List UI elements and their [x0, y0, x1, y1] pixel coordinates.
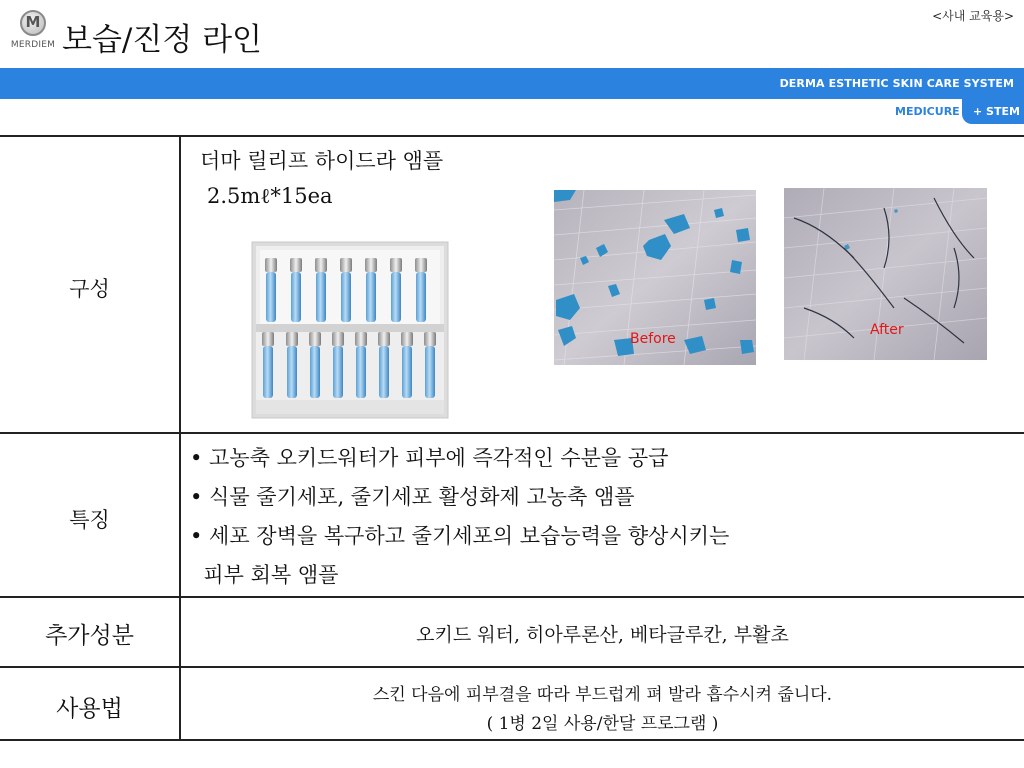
- table-divider: [0, 596, 1024, 598]
- after-label: After: [870, 322, 904, 338]
- ingredients-label: 추가성분: [45, 623, 134, 649]
- medicure-label: MEDICURE: [895, 105, 960, 118]
- after-skin-photo: [784, 188, 987, 360]
- merdiem-logo: [6, 10, 60, 56]
- composition-label: 구성: [69, 277, 110, 301]
- stem-tab: [962, 99, 1024, 124]
- logo-letter: M: [25, 13, 41, 31]
- features-label: 특징: [69, 508, 110, 532]
- header-band: [0, 68, 1024, 99]
- table-divider: [0, 432, 1024, 434]
- logo-text: MERDIEM: [10, 40, 56, 50]
- product-name: 더마 릴리프 하이드라 앰플: [200, 149, 444, 173]
- feature-item: • 고농축 오키드워터가 피부에 즉각적인 수분을 공급: [190, 446, 669, 470]
- feature-item: 피부 회복 앰플: [190, 563, 339, 587]
- band-text: DERMA ESTHETIC SKIN CARE SYSTEM: [779, 77, 1014, 90]
- feature-item: • 세포 장벽을 복구하고 줄기세포의 보습능력을 향상시키는: [190, 524, 730, 548]
- usage-label: 사용법: [56, 696, 123, 722]
- usage-line-2: ( 1병 2일 사용/한달 프로그램 ): [486, 714, 719, 734]
- page-title: 보습/진정 라인: [62, 22, 262, 58]
- stem-label: + STEM: [973, 105, 1020, 118]
- usage-line-1: 스킨 다음에 피부결을 따라 부드럽게 펴 발라 흡수시켜 줍니다.: [372, 685, 833, 705]
- before-label: Before: [630, 331, 676, 347]
- feature-item: • 식물 줄기세포, 줄기세포 활성화제 고농축 앰플: [190, 485, 635, 509]
- table-top-border: [0, 135, 1024, 137]
- product-volume: 2.5mℓ*15ea: [207, 184, 333, 208]
- table-divider: [0, 666, 1024, 668]
- table-column-divider: [179, 136, 181, 741]
- table-bottom-border: [0, 739, 1024, 741]
- internal-use-note: <사내 교육용>: [932, 9, 1014, 23]
- before-skin-photo: [554, 190, 756, 365]
- ingredients-value: 오키드 워터, 히아루론산, 베타글루칸, 부활초: [416, 624, 789, 646]
- ampoule-box-image: [246, 240, 452, 422]
